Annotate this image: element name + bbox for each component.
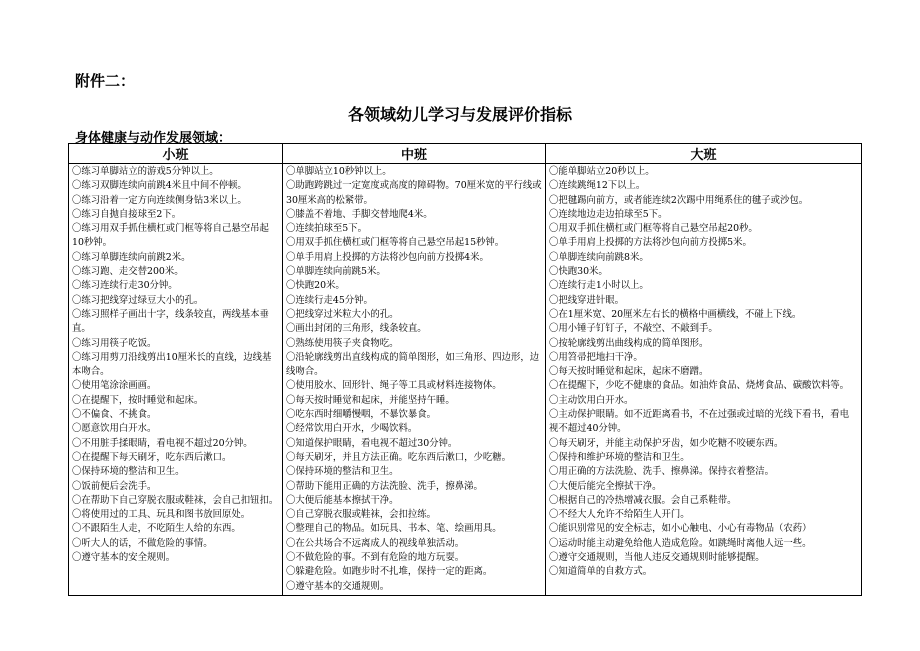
list-item: 〇遵守交通规则，当他人违反交通规则时能够提醒。 xyxy=(549,552,765,564)
list-item: 〇遵守基本的安全规则。 xyxy=(72,552,176,564)
list-item: 〇助跑跨跳过一定宽度或高度的障碍物。70厘米宽的平行线或30厘米高的松紧带。 xyxy=(286,180,542,206)
section-title: 身体健康与动作发展领域： xyxy=(75,131,232,146)
list-item: 〇沿轮廓线剪出直线构成的简单图形，如三角形、四边形，边线吻合。 xyxy=(286,351,540,378)
list-item: 〇主动保护眼睛。如不近距离看书，不在过强或过暗的光线下看书，看电视不超过40分钟。 xyxy=(549,409,850,435)
list-item: 〇练习跑、走交替200米。 xyxy=(72,266,184,278)
list-item: 〇每天按时睡觉和起床，并能坚持午睡。 xyxy=(286,394,455,406)
list-item: 〇在提醒下，少吃不健康的食品。如油炸食品、烧烤食品、碳酸饮料等。 xyxy=(549,380,850,392)
list-item: 〇单脚站立10秒钟以上。 xyxy=(286,166,392,177)
small-class-column xyxy=(69,164,283,596)
list-item: 〇练习照样子画出十字，线条较直，两线基本垂直。 xyxy=(72,308,269,335)
large-class-column xyxy=(546,164,862,596)
list-item: 〇能识别常见的安全标志，如小心触电、小心有毒物品（农药） xyxy=(549,523,812,535)
list-item: 〇饭前便后会洗手。 xyxy=(72,480,157,492)
list-item: 〇帮助下能用正确的方法洗脸、洗手，擦鼻涕。 xyxy=(286,480,483,492)
list-item: 〇练习双脚连续向前跳4米且中间不停顿。 xyxy=(72,180,247,192)
list-item: 〇练习把线穿过绿豆大小的孔。 xyxy=(72,294,204,306)
list-item: 〇练习连续行走30分钟。 xyxy=(72,280,178,292)
list-item: 〇快跑20米。 xyxy=(286,280,345,292)
list-item: 〇在提醒下每天刷牙，吃东西后漱口。 xyxy=(72,451,232,463)
list-item: 〇在1厘米宽、20厘米左右长的横格中画横线，不碰上下线。 xyxy=(549,308,802,320)
list-item: 〇知道简单的自救方式。 xyxy=(549,566,653,578)
list-item: 〇不经大人允许不给陌生人开门。 xyxy=(549,509,690,521)
list-item: 〇连续拍球至5下。 xyxy=(286,223,367,235)
list-item: 〇不偏食、不挑食。 xyxy=(72,409,157,421)
list-item: 〇单手用肩上投掷的方法将沙包向前方投掷4米。 xyxy=(286,251,489,263)
list-item: 〇画出封闭的三角形，线条较直。 xyxy=(286,323,427,335)
list-item: 〇遵守基本的交通规则。 xyxy=(286,580,390,592)
list-item: 〇自己穿脱衣服或鞋袜，会扣拉练。 xyxy=(286,509,437,521)
list-item: 〇单脚连续向前跳8米。 xyxy=(549,251,649,263)
list-item: 〇把线穿过米粒大小的孔。 xyxy=(286,308,399,320)
list-item: 〇保持环境的整洁和卫生。 xyxy=(72,466,185,478)
list-item: 〇连续行走45分钟。 xyxy=(286,294,373,306)
list-item: 〇连续行走1小时以上。 xyxy=(549,280,649,292)
list-item: 〇练习用剪刀沿线剪出10厘米长的直线，边线基本吻合。 xyxy=(72,351,272,378)
list-item: 〇练习单脚连续向前跳2米。 xyxy=(72,251,191,263)
list-item: 〇每天刷牙，并且方法正确。吃东西后漱口，少吃糖。 xyxy=(286,451,512,463)
list-item: 〇快跑30米。 xyxy=(549,266,608,278)
list-item: 〇用小锤子钉钉子，不敲空、不敲到手。 xyxy=(549,323,718,335)
list-item: 〇用笤帚把地扫干净。 xyxy=(549,351,643,363)
list-item: 〇熟练使用筷子夹食物吃。 xyxy=(286,337,399,349)
list-item: 〇知道保护眼睛，看电视不超过30分钟。 xyxy=(286,437,458,449)
list-item: 〇练习用双手抓住横杠或门框等将自己悬空吊起10秒钟。 xyxy=(72,223,269,249)
list-item: 〇将使用过的工具、玩具和图书放回原处。 xyxy=(72,509,251,521)
list-item: 〇用正确的方法洗脸、洗手、擦鼻涕。保持衣着整洁。 xyxy=(549,466,775,478)
list-item: 〇能单脚站立20秒以上。 xyxy=(549,166,655,177)
attachment-heading: 附件二： xyxy=(75,72,136,90)
list-item: 〇不用脏手揉眼睛，看电视不超过20分钟。 xyxy=(72,437,253,449)
list-item: 〇膝盖不着地、手脚交替地爬4米。 xyxy=(286,208,433,220)
list-item: 〇使用胶水、回形针、绳子等工具或材料连接物体。 xyxy=(286,380,502,392)
column-header-middle: 中班 xyxy=(283,144,546,164)
column-header-small: 小班 xyxy=(69,144,283,164)
list-item: 〇保持和维护环境的整洁和卫生。 xyxy=(549,451,690,463)
list-item: 〇保持环境的整洁和卫生。 xyxy=(286,466,399,478)
list-item: 〇每天刷牙，并能主动保护牙齿，如少吃糖不咬硬东西。 xyxy=(549,437,784,449)
list-item: 〇用双手抓住横杠或门框等将自己悬空吊起15秒钟。 xyxy=(286,237,505,249)
list-item: 〇练习沿着一定方向连续侧身钻3米以上。 xyxy=(72,194,247,206)
list-item: 〇根据自己的冷热增减衣服。会自己系鞋带。 xyxy=(549,494,737,506)
column-header-large: 大班 xyxy=(546,144,862,164)
list-item: 〇练习自抛自接球至2下。 xyxy=(72,208,182,220)
table-row xyxy=(69,164,862,596)
list-item: 〇运动时能主动避免给他人造成危险。如跳绳时离他人远一些。 xyxy=(549,537,812,549)
list-item: 〇按轮廓线剪出曲线构成的简单图形。 xyxy=(549,337,709,349)
list-item: 〇使用笔涂涂画画。 xyxy=(72,380,157,392)
list-item: 〇单脚连续向前跳5米。 xyxy=(286,266,386,278)
list-item: 〇不跟陌生人走，不吃陌生人给的东西。 xyxy=(72,523,241,535)
list-item: 〇躲避危险。如跑步时不扎堆，保持一定的距离。 xyxy=(286,566,493,578)
list-item: 〇整理自己的物品。如玩具、书本、笔、绘画用具。 xyxy=(286,523,502,535)
list-item: 〇在公共场合不远离成人的视线单独活动。 xyxy=(286,537,465,549)
list-item: 〇用双手抓住横杠或门框等将自己悬空吊起20秒。 xyxy=(549,223,758,235)
list-item: 〇在帮助下自己穿脱衣服或鞋袜，会自己扣钮扣。 xyxy=(72,494,279,506)
list-item: 〇在提醒下，按时睡觉和起床。 xyxy=(72,394,204,406)
list-item: 〇练习用筷子吃饭。 xyxy=(72,337,157,349)
evaluation-table xyxy=(68,143,862,596)
list-item: 〇不做危险的事。不到有危险的地方玩耍。 xyxy=(286,552,465,564)
list-item: 〇把毽踢向前方，或者能连续2次踢中用绳系住的毽子或沙包。 xyxy=(549,194,809,206)
middle-class-column xyxy=(283,164,546,596)
list-item: 〇愿意饮用白开水。 xyxy=(72,423,157,435)
list-item: 〇经常饮用白开水，少喝饮料。 xyxy=(286,423,418,435)
page-title: 各领域幼儿学习与发展评价指标 xyxy=(347,105,572,124)
list-item: 〇连续地边走边拍球至5下。 xyxy=(549,208,668,220)
list-item: 〇大便后能完全擦拭干净。 xyxy=(549,480,662,492)
list-item: 〇大便后能基本擦拭干净。 xyxy=(286,494,399,506)
list-item: 〇练习单脚站立的游戏5分钟以上。 xyxy=(72,166,219,177)
list-item: 〇连续跳绳12下以上。 xyxy=(549,180,646,192)
table-header-row xyxy=(69,144,862,164)
list-item: 〇主动饮用白开水。 xyxy=(549,394,634,406)
list-item: 〇每天按时睡觉和起床，起床不磨蹭。 xyxy=(549,366,709,378)
list-item: 〇单手用肩上投掷的方法将沙包向前方投掷5米。 xyxy=(549,237,752,249)
list-item: 〇听大人的话，不做危险的事情。 xyxy=(72,537,213,549)
list-item: 〇吃东西时细嚼慢咽，不暴饮暴食。 xyxy=(286,409,437,421)
list-item: 〇把线穿进针眼。 xyxy=(549,294,625,306)
